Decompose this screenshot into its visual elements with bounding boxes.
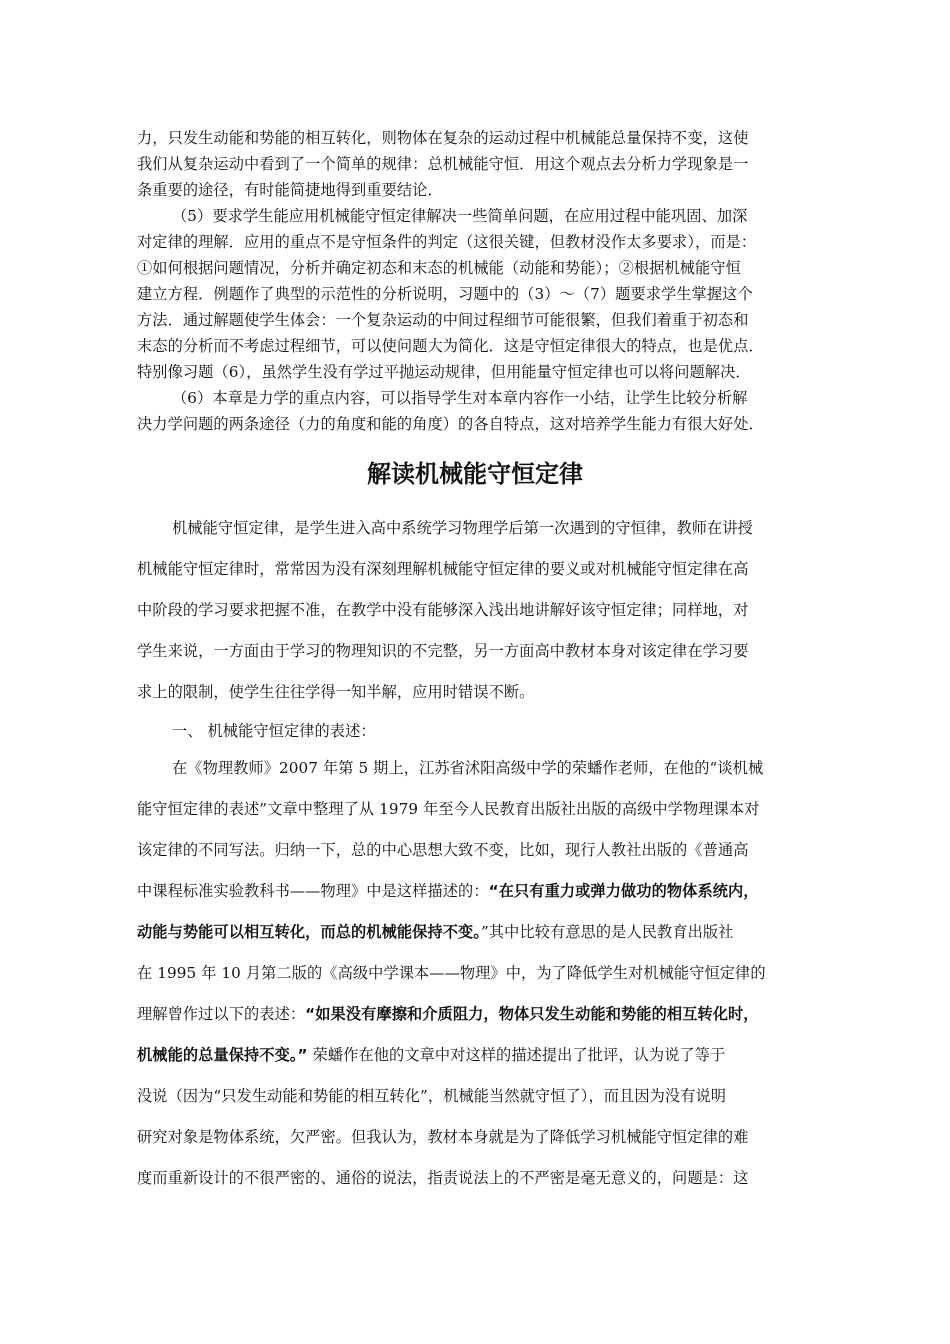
text-line: 决力学问题的两条途径（力的角度和能的角度）的各自特点，这对培养学生能力有很大好处． — [137, 415, 764, 433]
text-line — [137, 1004, 827, 1024]
text-line: （6）本章是力学的重点内容，可以指导学生对本章内容作一小结，让学生比较分析解 — [172, 389, 748, 407]
text-line: 机械能守恒定律，是学生进入高中系统学习物理学后第一次遇到的守恒律，教师在讲授 — [172, 519, 753, 537]
article-title: 解读机械能守恒定律 — [367, 460, 583, 488]
text-line: 末态的分析而不考虑过程细节，可以使问题大为简化．这是守恒定律很大的特点，也是优点． — [137, 337, 764, 355]
text-line: （5）要求学生能应用机械能守恒定律解决一些简单问题，在应用过程中能巩固、加深 — [172, 207, 748, 225]
plain-text: 理解曾作过以下的表述： — [137, 1005, 306, 1023]
text-line: 对定律的理解．应用的重点不是守恒条件的判定（这很关键，但教材没作太多要求），而是： — [137, 233, 757, 251]
section-heading: 一、 机械能守恒定律的表述： — [172, 722, 376, 740]
text-line: 没说（因为“只发生动能和势能的相互转化”，机械能当然就守恒了），而且因为没有说明 — [137, 1087, 727, 1105]
text-line: 在 1995 年 10 月第二版的《高级中学课本——物理》中，为了降低学生对机械能守恒定律的 — [137, 964, 766, 982]
plain-text: ”其中比较有意思的是人民教育出版社 — [481, 923, 734, 941]
text-line — [137, 1045, 827, 1065]
text-line: 中阶段的学习要求把握不准，在教学中没有能够深入浅出地讲解好该守恒定律；同样地，对 — [137, 601, 749, 619]
bold-quote: 动能与势能可以相互转化，而总的机械能保持不变。 — [137, 923, 482, 941]
text-line: ①如何根据问题情况，分析并确定初态和末态的机械能（动能和势能）；②根据机械能守恒 — [137, 259, 741, 277]
bold-quote: 机械能的总量保持不变。” — [137, 1046, 308, 1064]
text-line: 方法．通过解题使学生体会：一个复杂运动的中间过程细节可能很繁，但我们着重于初态和 — [137, 311, 749, 329]
plain-text: 荣蟠作在他的文章中对这样的描述提出了批评，认为说了等于 — [307, 1046, 726, 1064]
text-line: 条重要的途径，有时能简捷地得到重要结论． — [137, 181, 443, 199]
text-line: 机械能守恒定律时，常常因为没有深刻理解机械能守恒定律的要义或对机械能守恒定律在高 — [137, 560, 749, 578]
text-line: 特别像习题（6），虽然学生没有学过平抛运动规律，但用能量守恒定律也可以将问题解决． — [137, 363, 751, 381]
plain-text: 中课程标准实验教科书——物理》中是这样描述的： — [137, 882, 489, 900]
text-line: 能守恒定律的表述”文章中整理了从 1979 年至今人民教育出版社出版的高级中学物理课本对 — [137, 800, 760, 818]
text-line — [137, 881, 827, 901]
text-line — [137, 922, 827, 942]
text-line: 建立方程．例题作了典型的示范性的分析说明，习题中的（3）～（7）题要求学生掌握这个 — [137, 285, 753, 303]
text-line: 度而重新设计的不很严密的、通俗的说法，指责说法上的不严密是毫无意义的，问题是：这 — [137, 1169, 749, 1187]
bold-quote: “如果没有摩擦和介质阻力，物体只发生动能和势能的相互转化时， — [305, 1005, 759, 1023]
text-line: 学生来说，一方面由于学习的物理知识的不完整，另一方面高中教材本身对该定律在学习要 — [137, 642, 749, 660]
text-line: 求上的限制，使学生往往学得一知半解，应用时错误不断。 — [137, 683, 535, 701]
text-line: 在《物理教师》2007 年第 5 期上，江苏省沭阳高级中学的荣蟠作老师，在他的“谈机械 — [172, 759, 764, 777]
text-line: 力，只发生动能和势能的相互转化，则物体在复杂的运动过程中机械能总量保持不变，这使 — [137, 129, 749, 147]
text-line: 研究对象是物体系统，欠严密。但我认为，教材本身就是为了降低学习机械能守恒定律的难 — [137, 1128, 749, 1146]
bold-quote: “在只有重力或弹力做功的物体系统内， — [488, 882, 759, 900]
text-line: 我们从复杂运动中看到了一个简单的规律：总机械能守恒．用这个观点去分析力学现象是一 — [137, 155, 749, 173]
text-line: 该定律的不同写法。归纳一下，总的中心思想大致不变，比如，现行人教社出版的《普通高 — [137, 841, 749, 859]
